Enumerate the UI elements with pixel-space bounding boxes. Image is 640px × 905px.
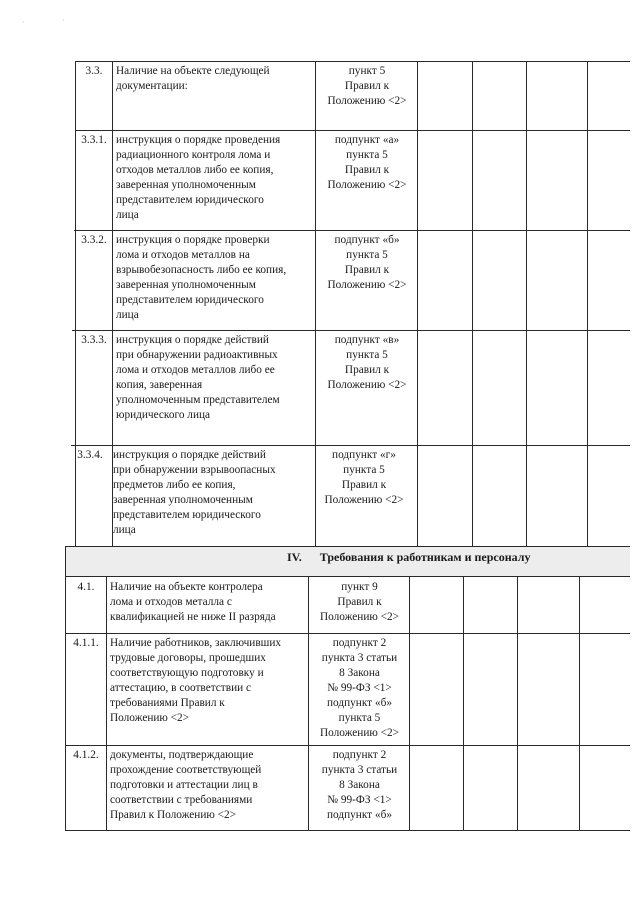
- table-row: [0, 745, 640, 830]
- requirement-text: документы, подтверждающие прохождение соответствующей подготовки и аттестации лиц в соответствии с требованиями Правил к Положению <2>: [110, 749, 262, 821]
- row-number: 4.1.2.: [73, 749, 99, 761]
- row-number: 3.3.: [85, 65, 103, 77]
- table-rule: [112, 61, 113, 546]
- requirement-text: инструкция о порядке проведения радиационного контроля лома и отходов металлов либо ее копия, заверенная уполномоченным представителем юридического лица: [116, 134, 281, 221]
- requirement-text: Наличие на объекте контролера лома и отходов металла с квалификацией не ниже II разряда: [110, 581, 276, 623]
- table-rule: [65, 633, 630, 634]
- table-rule: [517, 577, 518, 830]
- section-title: [287, 550, 531, 565]
- requirement-text: инструкция о порядке действий при обнаружении радиоактивных лома и отходов металлов либо ее копия, заверенная уполномоченным представителем юридического лица: [116, 334, 280, 421]
- table-rule: [72, 330, 630, 331]
- row-number: 3.3.2.: [81, 234, 107, 246]
- row-number: 4.1.1.: [73, 637, 99, 649]
- table-rule: [463, 577, 464, 830]
- legal-reference: пункт 5 Правил к Положению <2>: [327, 65, 407, 107]
- table-rule: [587, 61, 588, 546]
- table-row: [0, 130, 640, 230]
- scan-speck: ·: [62, 16, 65, 25]
- table-rule: [315, 61, 316, 546]
- scan-speck: ·: [22, 18, 25, 27]
- requirement-text: Наличие на объекте следующей документации:: [116, 65, 270, 92]
- table-row: [0, 330, 640, 445]
- table-rule: [417, 61, 418, 546]
- legal-reference: подпункт 2 пункта 3 статьи 8 Закона № 99-ФЗ <1> подпункт «б» пункта 5 Положению <2>: [319, 637, 400, 739]
- section-header: [65, 546, 630, 577]
- legal-reference: пункт 9 Правил к Положению <2>: [319, 581, 400, 623]
- legal-reference: подпункт «а» пункта 5 Правил к Положению <2>: [327, 134, 407, 191]
- table-rule: [75, 61, 630, 62]
- table-rule: [65, 546, 66, 830]
- legal-reference: подпункт «б» пункта 5 Правил к Положению <2>: [327, 234, 407, 291]
- row-number: 3.3.4.: [77, 449, 103, 461]
- table-rule: [65, 745, 630, 746]
- row-number: 4.1.: [77, 581, 95, 593]
- requirement-text: Наличие работников, заключивших трудовые договоры, прошедших соответствующую подготовку и аттестацию, в соответствии с требованиями Правил к Положению <2>: [110, 637, 282, 724]
- table-rule: [409, 577, 410, 830]
- legal-reference: подпункт «г» пункта 5 Правил к Положению <2>: [324, 449, 404, 506]
- table-row: [0, 445, 640, 546]
- table-row: [0, 230, 640, 330]
- row-number: 3.3.1.: [81, 134, 107, 146]
- table-row: [0, 61, 640, 130]
- legal-reference: подпункт 2 пункта 3 статьи 8 Закона № 99-ФЗ <1> подпункт «б»: [321, 749, 398, 821]
- table-rule: [65, 830, 630, 831]
- table-rule: [75, 61, 76, 546]
- requirement-text: инструкция о порядке действий при обнаружении взрывоопасных предметов либо ее копия, заверенная уполномоченным представителем юридического лица: [113, 449, 276, 536]
- section-number: IV.: [287, 550, 302, 564]
- table-row: [0, 633, 640, 745]
- table-rule: [526, 61, 527, 546]
- table-rule: [579, 577, 580, 830]
- table-row: [0, 577, 640, 633]
- requirement-text: инструкция о порядке проверки лома и отходов металлов на взрывобезопасность либо ее копия, заверенная уполномоченным представителем юридического лица: [116, 234, 287, 321]
- table-rule: [71, 445, 630, 446]
- legal-reference: подпункт «в» пункта 5 Правил к Положению <2>: [327, 334, 407, 391]
- table-rule: [75, 130, 630, 131]
- table-rule: [106, 577, 107, 830]
- row-number: 3.3.3.: [81, 334, 107, 346]
- table-rule: [74, 230, 630, 231]
- section-title-text: Требования к работникам и персоналу: [319, 550, 531, 564]
- table-rule: [472, 61, 473, 546]
- table-rule: [308, 577, 309, 830]
